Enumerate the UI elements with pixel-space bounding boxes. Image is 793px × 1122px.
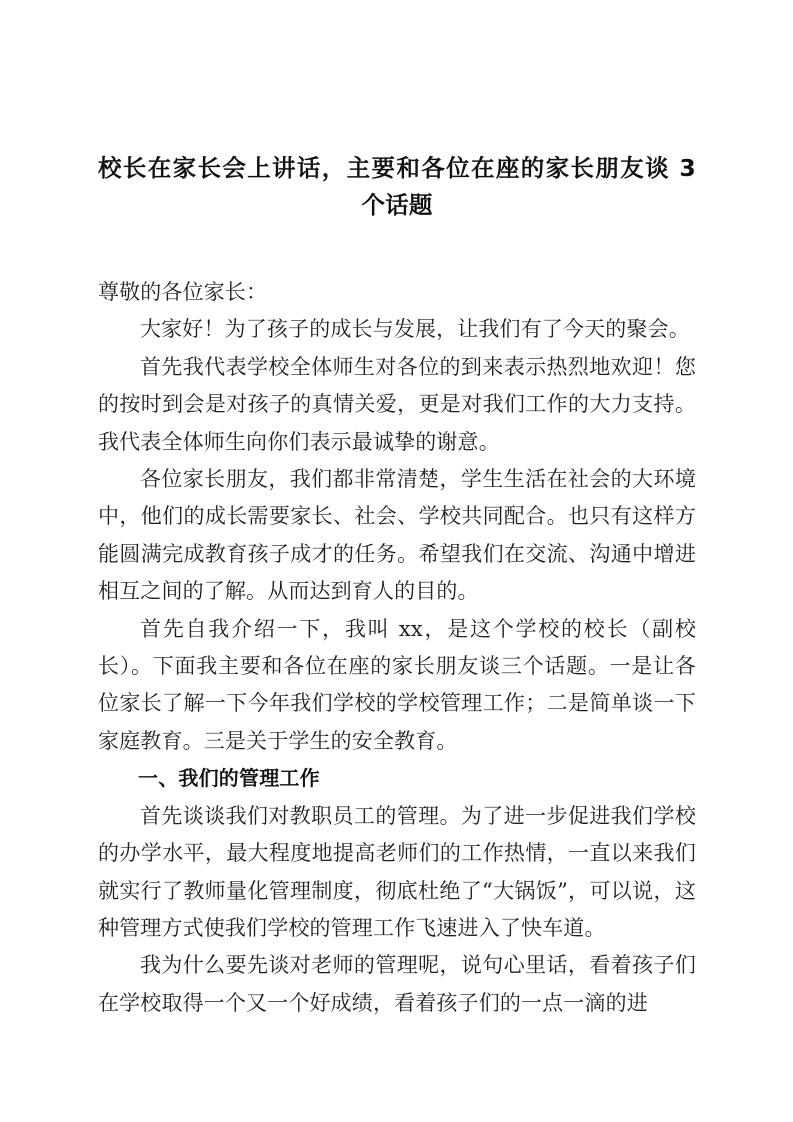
document-content	[98, 150, 696, 1022]
paragraph-3: 各位家长朋友，我们都非常清楚，学生生活在社会的大环境中，他们的成长需要家长、社会、学校共同配合。也只有这样方能圆满完成教育孩子成才的任务。希望我们在交流、沟通中增进相互之间的了解。从而达到育人的目的。	[98, 467, 696, 604]
paragraph-2: 首先我代表学校全体师生对各位的到来表示热烈地欢迎！您的按时到会是对孩子的真情关爱，更是对我们工作的大力支持。我代表全体师生向你们表示最诚挚的谢意。	[98, 354, 696, 454]
page-title	[98, 150, 696, 224]
page-title-line-1: 校长在家长会上讲话，主要和各位在座的家长朋友谈 3	[98, 154, 696, 182]
salutation: 尊敬的各位家长：	[98, 280, 268, 304]
section-heading-management: 一、我们的管理工作	[138, 766, 320, 791]
paragraph-5: 首先谈谈我们对教职员工的管理。为了进一步促进我们学校的办学水平，最大程度地提高老师们的工作热情，一直以来我们就实行了教师量化管理制度，彻底杜绝了“大锅饭”，可以说，这种管理方式使我们学校的管理工作飞速进入了快车道。	[98, 803, 696, 940]
title-spacer	[98, 224, 696, 274]
paragraph-1: 大家好！为了孩子的成长与发展，让我们有了今天的聚会。	[140, 317, 690, 342]
paragraph-6: 我为什么要先谈对老师的管理呢，说句心里话，看着孩子们在学校取得一个又一个好成绩，看着孩子们的一点一滴的进	[98, 953, 696, 1015]
paragraph-4: 首先自我介绍一下，我叫 xx，是这个学校的校长（副校长）。下面我主要和各位在座的家长朋友谈三个话题。一是让各位家长了解一下今年我们学校的学校管理工作；二是简单谈一下家庭教育。三是关于学生的安全教育。	[98, 616, 696, 753]
page-title-line-2: 个话题	[361, 191, 433, 219]
